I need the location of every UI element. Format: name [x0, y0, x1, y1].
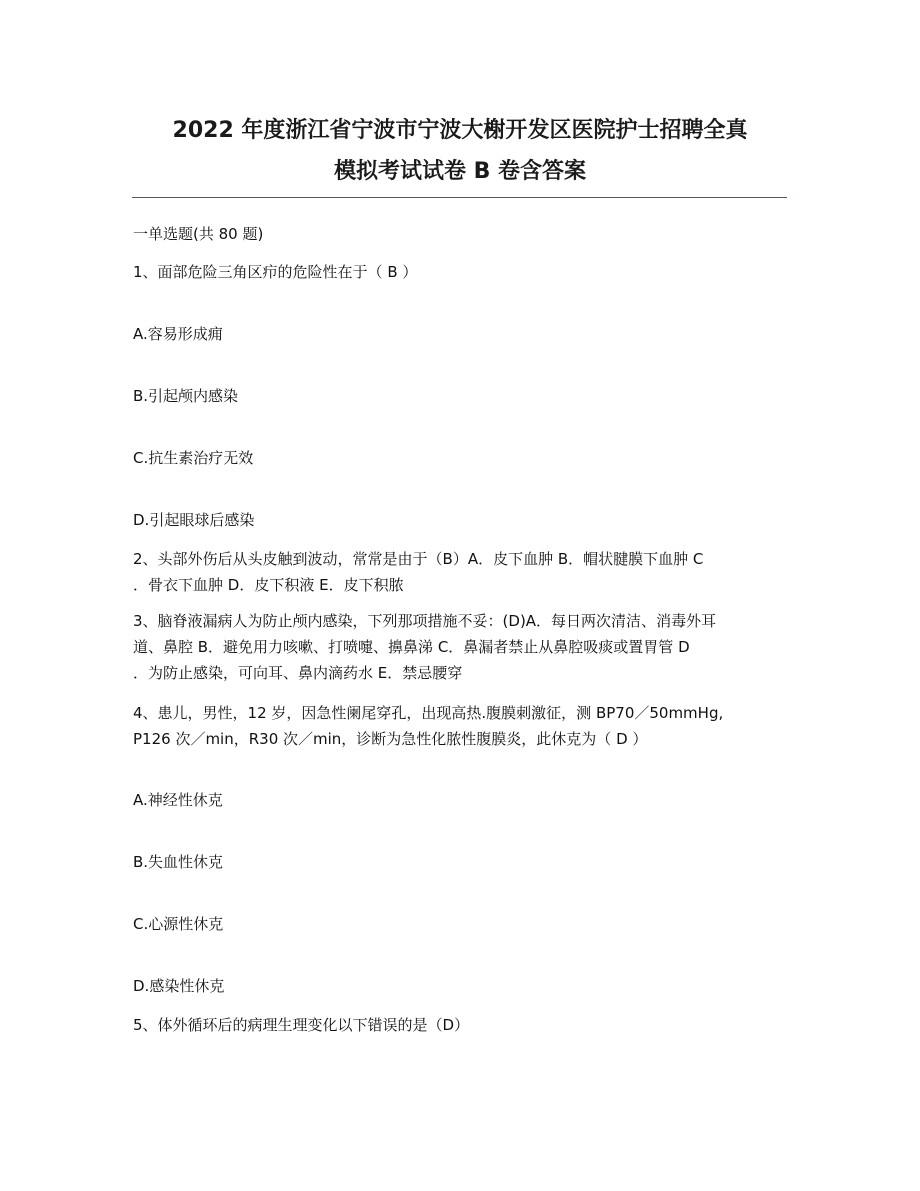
- question-4-option-d: D.感染性休克: [133, 977, 225, 995]
- question-1-option-d: D.引起眼球后感染: [133, 511, 255, 529]
- question-4-option-b: B.失血性休克: [133, 853, 224, 871]
- question-3-line-3: ．为防止感染，可向耳、鼻内滴药水 E．禁忌腰穿: [133, 664, 463, 682]
- document-title-line-2: 模拟考试试卷 B 卷含答案: [333, 159, 587, 184]
- question-3-line-1: 3、脑脊液漏病人为防止颅内感染，下列那项措施不妥：(D)A．每日两次清洁、消毒外耳: [133, 612, 717, 630]
- question-4-option-a: A.神经性休克: [133, 791, 223, 809]
- question-4-option-c: C.心源性休克: [133, 915, 224, 933]
- question-1-option-c: C.抗生素治疗无效: [133, 449, 254, 467]
- question-4-line-2: P126 次／min，R30 次／min，诊断为急性化脓性腹膜炎，此休克为（ D ）: [133, 730, 648, 748]
- question-2-line-2: ．骨衣下血肿 D．皮下积液 E．皮下积脓: [133, 576, 404, 594]
- question-1-stem: 1、面部危险三角区疖的危险性在于（ B ）: [133, 263, 418, 281]
- question-1-option-a: A.容易形成痈: [133, 325, 223, 343]
- question-3-line-2: 道、鼻腔 B．避免用力咳嗽、打喷嚏、擤鼻涕 C．鼻漏者禁止从鼻腔吸痰或置胃管 D: [133, 638, 690, 656]
- question-4-line-1: 4、患儿，男性，12 岁，因急性阑尾穿孔，出现高热.腹膜刺激征，测 BP70／50mmHg,: [133, 704, 724, 722]
- question-1-option-b: B.引起颅内感染: [133, 387, 239, 405]
- question-2-line-1: 2、头部外伤后从头皮触到波动，常常是由于（B）A．皮下血肿 B．帽状腱膜下血肿 C: [133, 550, 704, 568]
- question-5-stem: 5、体外循环后的病理生理变化以下错误的是（D）: [133, 1016, 470, 1034]
- section-heading: 一单选题(共 80 题): [133, 225, 264, 243]
- document-title-line-1: 2022 年度浙江省宁波市宁波大榭开发区医院护士招聘全真: [172, 118, 748, 143]
- title-divider: [132, 197, 787, 198]
